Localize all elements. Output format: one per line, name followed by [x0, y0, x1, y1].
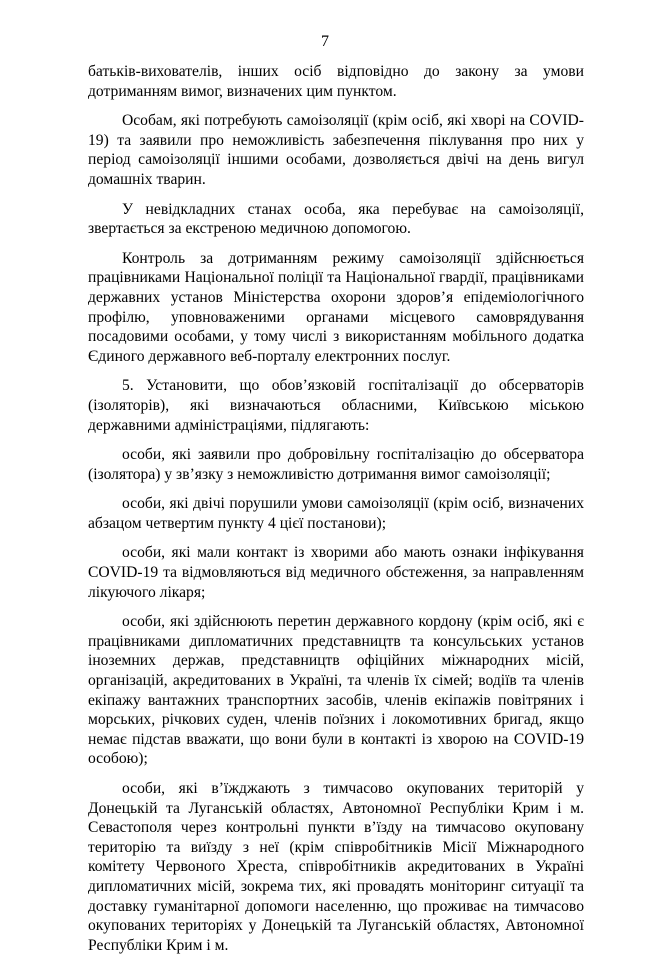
paragraph-1: батьків-вихователів, інших осіб відповідно до закону за умови дотриманням вимог, визначених цим пунктом. [88, 63, 584, 100]
paragraph-6: особи, які заявили про добровільну госпіталізацію до обсерватора (ізолятора) у зв’язку з неможливістю дотримання вимог самоізоляції; [88, 446, 584, 483]
page-number: 7 [321, 33, 329, 50]
paragraph-3: У невідкладних станах особа, яка перебуває на самоізоляції, звертається за екстреною медичною допомогою. [88, 200, 584, 238]
paragraph-7: особи, які двічі порушили умови самоізоляції (крім осіб, визначених абзацом четвертим пункту 4 цієї постанови); [88, 495, 584, 532]
paragraph-9: особи, які здійснюють перетин державного кордону (крім осіб, які є працівниками дипломатичних представництв та консульських установ іноземних держав, представництв офіційних міжнародних місій, організацій, акредитованих в Україні, та членів їх сімей; водіїв та членів екіпажу вантажних транспортних засобів, членів екіпажів повітряних і морських, річкових суден, членів поїзних і локомотивних бригад, якщо немає підстав вважати, що вони були в контакті із хворою на COVID-19 особою); [88, 613, 584, 768]
paragraph-5: 5. Установити, що обов’язковій госпіталізації до обсерваторів (ізоляторів), які визначаються обласними, Київською міською державними адміністраціями, підлягають: [88, 377, 584, 434]
paragraph-8: особи, які мали контакт із хворими або мають ознаки інфікування COVID-19 та відмовляються від медичного обстеження, за направленням лікуючого лікаря; [88, 544, 584, 601]
paragraph-2: Особам, які потребують самоізоляції (крім осіб, які хворі на COVID-19) та заявили про неможливість забезпечення піклування про них у період самоізоляції іншими особами, дозволяється двічі на день вигул домашніх тварин. [88, 112, 584, 188]
paragraph-4: Контроль за дотриманням режиму самоізоляції здійснюється працівниками Національної поліції та Національної гвардії, працівниками державних установ Міністерства охорони здоров’я епідеміологічного профілю, уповноваженими органами місцевого самоврядування посадовими особами, у тому числі з використанням мобільного додатка Єдиного державного веб-порталу електронних послуг. [88, 249, 584, 365]
document-body [88, 62, 584, 955]
paragraph-10: особи, які в’їжджають з тимчасово окупованих територій у Донецькій та Луганській областях, Автономної Республіки Крим і м. Севастополя через контрольні пункти в’їзду на тимчасово окуповану територію та виїзду з неї (крім співробітників Місії Міжнародного комітету Червоного Хреста, співробітників акредитованих в Україні дипломатичних місій, зокрема тих, які провадять моніторинг ситуації та доставку гуманітарної допомоги населенню, що проживає на тимчасово окупованих територіях у Донецькій та Луганській областях, Автономної Республіки Крим і м. [88, 780, 584, 954]
